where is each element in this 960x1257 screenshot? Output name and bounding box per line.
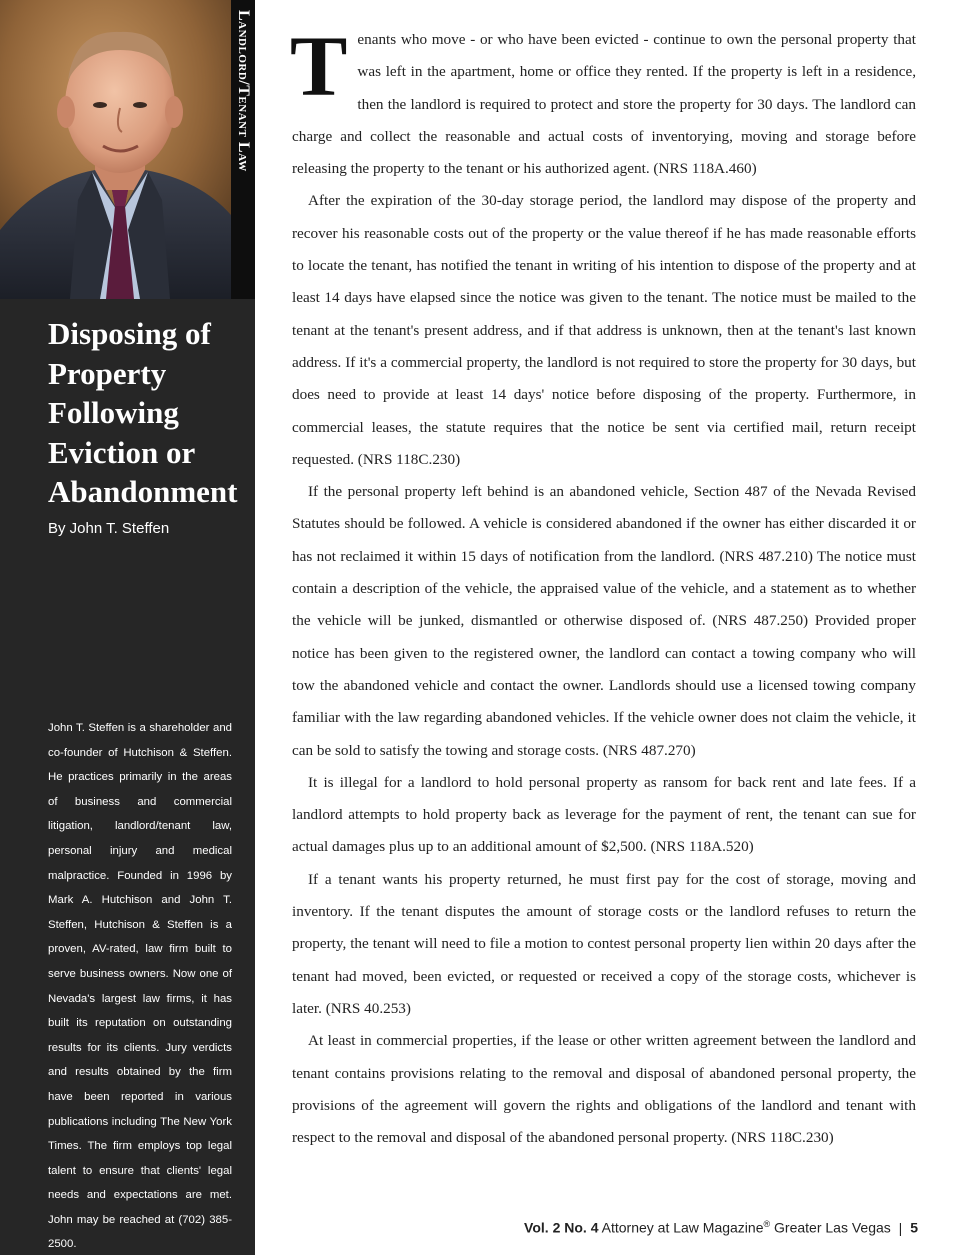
issue-label: No. <box>564 1219 587 1236</box>
magazine-name: Attorney at Law Magazine <box>601 1219 764 1236</box>
registered-mark: ® <box>763 1219 771 1229</box>
article-paragraph <box>290 18 916 185</box>
drop-cap: T <box>290 18 348 114</box>
author-bio: John T. Steffen is a shareholder and co-founder of Hutchison & Steffen. He practices primarily in the areas of business and commercial litigation, landlord/tenant law, personal injury and medical malpractice. Founded in 1996 by Mark A. Hutchison and John T. Steffen, Hutchison & Steffen is a proven, AV-rated, law firm built to serve business owners. Now one of Nevada's largest law firms, it has built its reputation on outstanding results for its clients. Jury verdicts and results obtained by the firm have been reported in various publications including The New York Times. The firm employs top legal talent to ensure that clients' legal needs and expectations are met. John may be reached at (702) 385-2500. <box>48 722 232 1251</box>
article-body <box>290 18 916 1154</box>
article-paragraph: At least in commercial properties, if the lease or other written agreement between the landlord and tenant contains provisions relating to the removal and disposal of abandoned personal property, the provisions of the agreement will govern the rights and obligations of the landlord and tenant with respect to the removal and disposal of the abandoned personal property. (NRS 118C.230) <box>292 1032 916 1147</box>
volume-label: Vol. <box>524 1219 549 1236</box>
byline: By John T. Steffen <box>48 520 170 537</box>
author-photo <box>0 0 231 299</box>
page-number: 5 <box>910 1219 918 1236</box>
article-paragraph: After the expiration of the 30-day storage period, the landlord may dispose of the property and recover his reasonable costs out of the property or the value thereof if he has made reasonable efforts to locate the tenant, has notified the tenant in writing of his intention to dispose of the property and at least 14 days have elapsed since the notice was given to the tenant. The notice must be mailed to the tenant at the tenant's present address, and if that address is unknown, then at the tenant's last known address. If it's a commercial property, the landlord is not required to store the property for 30 days, but does need to provide at least 14 days' notice before disposing of the property. Furthermore, in commercial leases, the statute requires that the notice be sent via certified mail, return receipt requested. (NRS 118C.230) <box>292 192 916 468</box>
section-label: Landlord/Tenant Law <box>235 10 252 172</box>
article-paragraph: If the personal property left behind is an abandoned vehicle, Section 487 of the Nevada Revised Statutes should be followed. A vehicle is considered abandoned if the owner has either discarded it or has not reclaimed it within 15 days of notification from the landlord. (NRS 487.210) The notice must contain a description of the vehicle, the appraised value of the vehicle, and a statement as to whether the vehicle will be junked, dismantled or otherwise disposed of. (NRS 487.250) Provided proper notice has been given to the registered owner, the landlord can contact a towing company who will tow the abandoned vehicle and contact the owner. Landlords should use a licensed towing company familiar with the law regarding abandoned vehicles. If the vehicle owner does not claim the vehicle, it can be sold to satisfy the towing and storage costs. (NRS 487.270) <box>292 483 916 759</box>
section-label-tab <box>231 0 255 299</box>
author-sidebar <box>0 0 255 1255</box>
article-paragraph: It is illegal for a landlord to hold personal property as ransom for back rent and late fees. If a landlord attempts to hold property back as leverage for the payment of rent, the tenant can sue for actual damages plus up to an additional amount of $2,500. (NRS 118A.520) <box>292 773 916 856</box>
article-paragraph: If a tenant wants his property returned, he must first pay for the cost of storage, moving and inventory. If the tenant disputes the amount of storage costs or the landlord refuses to return the property, the tenant will need to file a motion to contest personal property lien within 20 days after the tenant had moved, been evicted, or requested or received a copy of the storage costs, whichever is later. (NRS 40.253) <box>292 870 916 1017</box>
article-headline: Disposing of Property Following Eviction or Abandonment <box>48 316 238 509</box>
page-footer <box>524 1219 918 1236</box>
paragraph-text: enants who move - or who have been evicted - continue to own the personal property that was left in the apartment, home or office they rented. If the property is left in a residence, then the landlord is required to protect and store the property for 30 days. The landlord can charge and collect the reasonable and actual costs of inventorying, moving and storage before releasing the property to the tenant or his authorized agent. (NRS 118A.460) <box>292 31 916 178</box>
footer-separator: | <box>898 1219 903 1236</box>
volume-number: 2 <box>552 1219 561 1236</box>
region-name: Greater Las Vegas <box>774 1219 891 1236</box>
issue-number: 4 <box>590 1219 599 1236</box>
